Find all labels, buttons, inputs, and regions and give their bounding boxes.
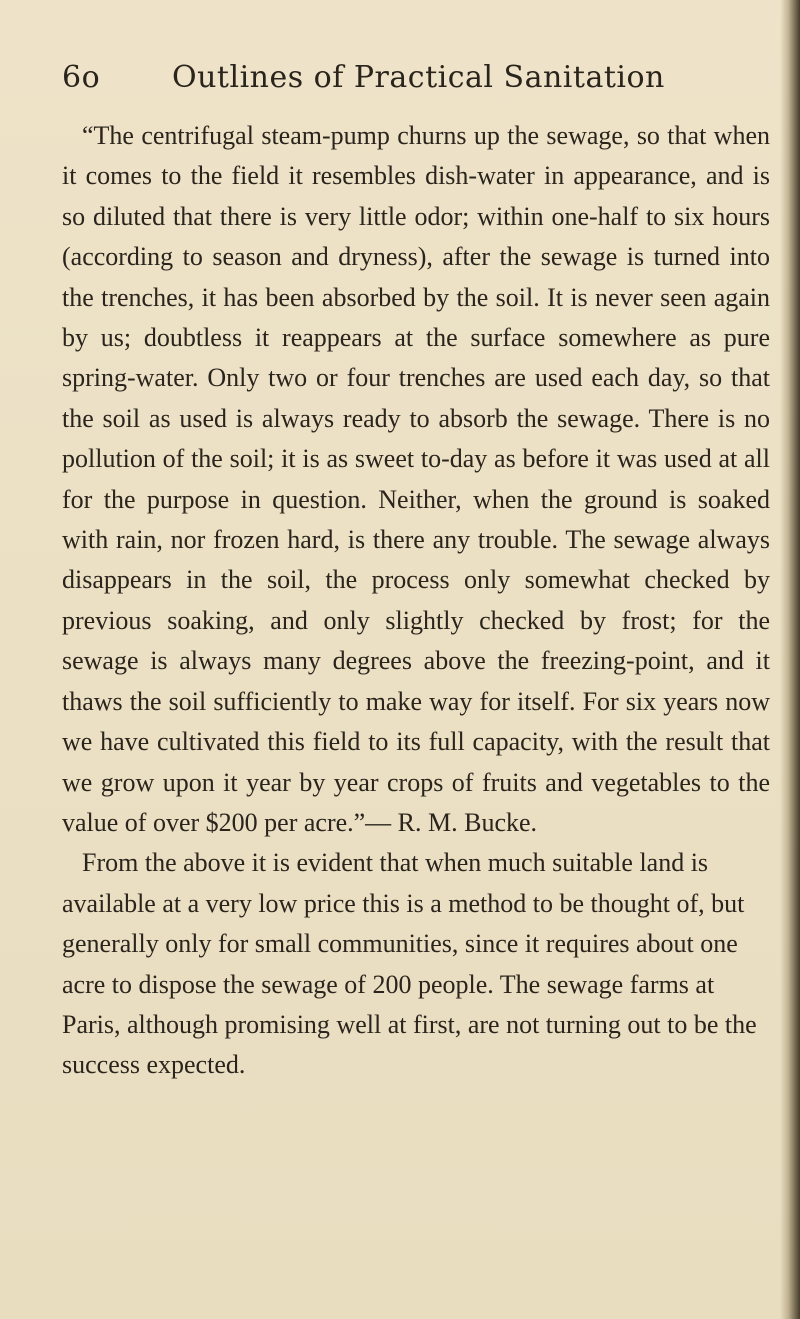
paragraph-quotation: “The centrifugal steam-pump churns up the sewage, so that when it comes to the field it resembles dish-water in appearance, and is so diluted that there is very little odor; within one-half to six hours (according to season and dryness), after the sewage is turned into the trenches, it has been absorbed by the soil. It is never seen again by us; doubtless it reappears at the surface somewhere as pure spring-water. Only two or four trenches are used each day, so that the soil as used is always ready to absorb the sewage. There is no pollution of the soil; it is as sweet to-day as before it was used at all for the purpose in question. Neither, when the ground is soaked with rain, nor frozen hard, is there any trouble. The sewage always disappears in the soil, the process only somewhat checked by previous soaking, and only slightly checked by frost; for the sewage is always many degrees above the freezing-point, and it thaws the soil sufficiently to make way for itself. For six years now we have cultivated this field to its full capacity, with the result that we grow upon it year by year crops of fruits and vegetables to the value of over $200 per acre.”— R. M. Bucke. (62, 121, 770, 837)
page-number: 6o (62, 60, 101, 95)
running-head (62, 60, 665, 104)
running-title: Outlines of Practical Sanitation (172, 60, 665, 95)
page-edge-shadow (780, 0, 800, 1319)
body-text (62, 116, 770, 1086)
paragraph-commentary: From the above it is evident that when much suitable land is available at a very low price this is a method to be thought of, but generally only for small communities, since it requires about one acre to dispose the sewage of 200 people. The sewage farms at Paris, although promising well at first, are not turning out to be the success expected. (62, 848, 757, 1080)
